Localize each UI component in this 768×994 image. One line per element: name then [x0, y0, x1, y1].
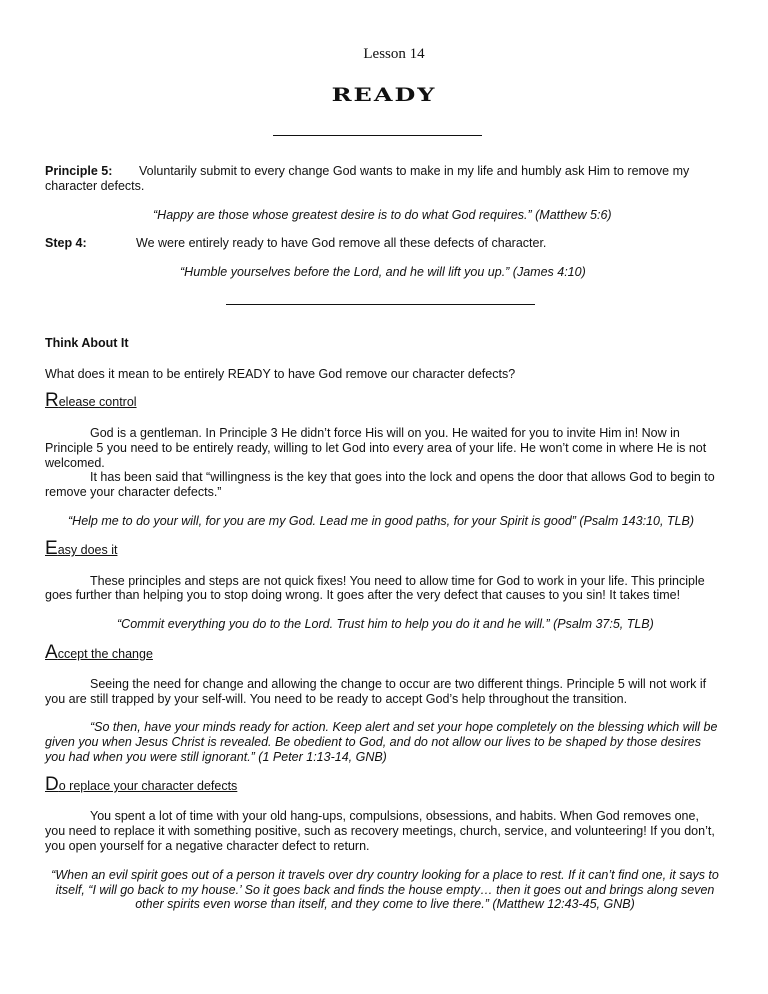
think-heading: Think About It [45, 336, 129, 350]
replace-p1-line1: You spent a lot of time with your old hang-ups, compulsions, obsessions, and habits. When God removes one, [90, 809, 699, 823]
replace-quote-line3: other spirits even worse than itself, and they come to live there.” (Matthew 12:43-45, GNB) [135, 897, 635, 911]
easy-quote: “Commit everything you do to the Lord. Trust him to help you do it and he will.” (Psalm 37:5, TLB) [117, 617, 654, 631]
accept-p1-line2: you are still trapped by your self-will. You need to be ready to accept God’s help throughout the transition. [45, 692, 628, 706]
think-question: What does it mean to be entirely READY to have God remove our character defects? [45, 367, 516, 381]
accept-quote-line3: you had when you were still ignorant.” (1 Peter 1:13-14, GNB) [45, 750, 387, 764]
section-heading-release: Release control [45, 390, 137, 411]
step-text: We were entirely ready to have God remove all these defects of character. [136, 236, 547, 250]
release-p2-line1: It has been said that “willingness is the key that goes into the lock and opens the door that allows God to begin to [90, 470, 715, 484]
release-p1-line1: God is a gentleman. In Principle 3 He didn’t force His will on you. He waited for you to invite Him in! Now in [90, 426, 680, 440]
section-heading-accept: Accept the change [45, 642, 153, 663]
section-heading-easy: Easy does it [45, 538, 118, 559]
page-title: READY [331, 83, 437, 106]
title-divider [273, 135, 482, 136]
accept-p1-line1: Seeing the need for change and allowing the change to occur are two different things. Principle 5 will not work if [90, 677, 707, 691]
step-quote: “Humble yourselves before the Lord, and he will lift you up.” (James 4:10) [180, 265, 586, 279]
step-divider [226, 304, 535, 305]
release-p2-line2: remove your character defects.” [45, 485, 222, 499]
replace-p1-line3: you open yourself for a negative character defect to return. [45, 839, 370, 853]
accept-quote-line2: given you when Jesus Christ is revealed. Be obedient to God, and do not allow our lives to be shaped by those desires [45, 735, 701, 749]
lesson-number: Lesson 14 [363, 46, 425, 62]
principle-text-line2: character defects. [45, 179, 145, 193]
accept-quote-line1: “So then, have your minds ready for action. Keep alert and set your hope completely on the blessing which will be [90, 720, 718, 734]
release-quote: “Help me to do your will, for you are my God. Lead me in good paths, for your Spirit is good” (Psalm 143:10, TLB) [68, 514, 694, 528]
replace-quote-line2: itself, “I will go back to my house.’ So it goes back and finds the house empty… then it goes out and brings along seven [55, 883, 715, 897]
section-heading-replace: Do replace your character defects [45, 774, 238, 795]
easy-p1-line1: These principles and steps are not quick fixes! You need to allow time for God to work in your life. This principle [90, 574, 705, 588]
principle-label: Principle 5: [45, 164, 113, 178]
release-p1-line3: welcomed. [45, 456, 105, 470]
step-label: Step 4: [45, 236, 87, 250]
easy-p1-line2: goes further than helping you to stop doing wrong. It goes after the very defect that causes to you sin! It takes time! [45, 588, 681, 602]
principle-quote: “Happy are those whose greatest desire is to do what God requires.” (Matthew 5:6) [153, 208, 612, 222]
principle-text-line1: Voluntarily submit to every change God wants to make in my life and humbly ask Him to remove my [139, 164, 690, 178]
replace-quote-line1: “When an evil spirit goes out of a person it travels over dry country looking for a place to rest. If it can’t find one, it says to [51, 868, 719, 882]
replace-p1-line2: you need to replace it with something positive, such as recovery meetings, church, service, and volunteering! If you don’t, [45, 824, 715, 838]
release-p1-line2: Principle 5 you need to be entirely ready, willing to let God into every area of your life. He won’t come in where He is not [45, 441, 707, 455]
